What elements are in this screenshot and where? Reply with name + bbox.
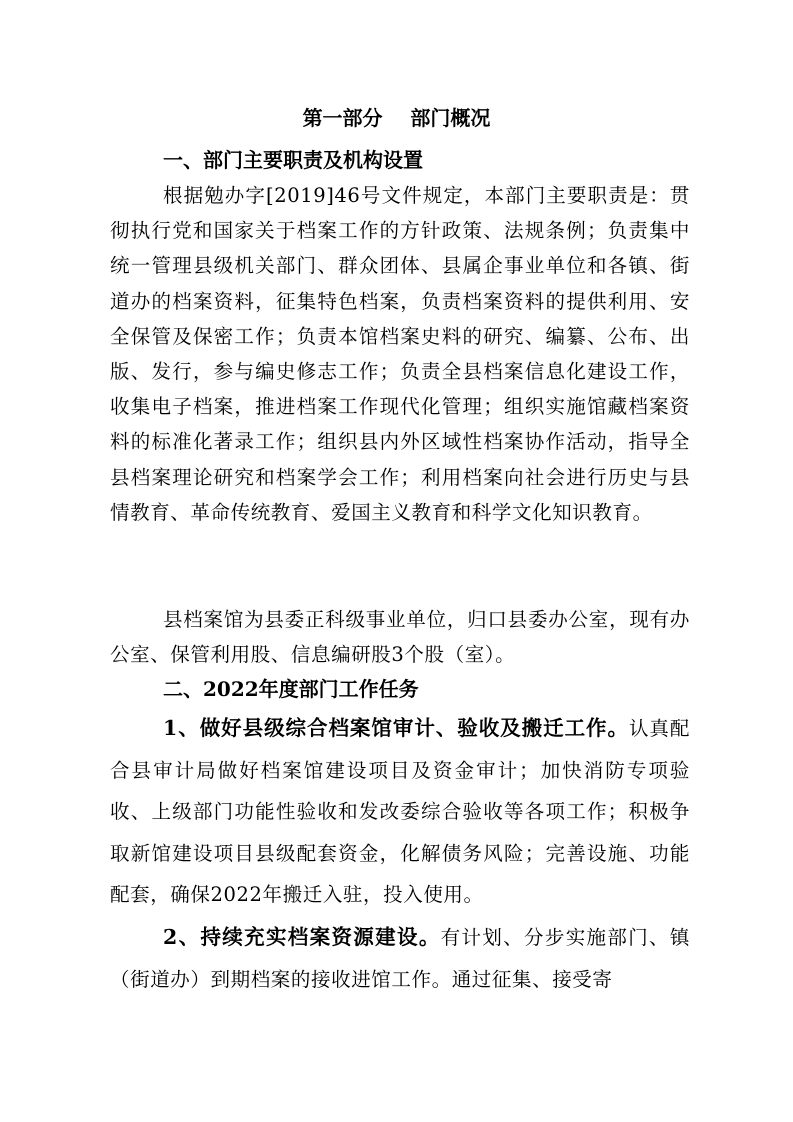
task-item-1-text: 认真配合县审计局做好档案馆建设项目及资金审计；加快消防专项验收、上级部门功能性验收和发改委综合验收等各项工作；积极争取新馆建设项目县级配套资金，化解债务风险；完善设施、功能配套，确保2022年搬迁入驻，投入使用。 <box>110 717 690 906</box>
duties-paragraph: 根据勉办字[2019]46号文件规定，本部门主要职责是：贯彻执行党和国家关于档案工作的方针政策、法规条例；负责集中统一管理县级机关部门、群众团体、县属企事业单位和各镇、街道办的档案资料，征集特色档案，负责档案资料的提供利用、安全保管及保密工作；负责本馆档案史料的研究、编纂、公布、出版、发行，参与编史修志工作；负责全县档案信息化建设工作，收集电子档案，推进档案工作现代化管理；组织实施馆藏档案资料的标准化著录工作；组织县内外区域性档案协作活动，指导全县档案理论研究和档案学会工作；利用档案向社会进行历史与县情教育、革命传统教育、爱国主义教育和科学文化知识教育。 <box>110 184 690 524</box>
section-heading-duties: 一、部门主要职责及机构设置 <box>163 148 423 172</box>
task-item-2 <box>110 917 690 1000</box>
task-item-1-lead: 1、做好县级综合档案馆审计、验收及搬迁工作。 <box>163 716 629 740</box>
task-item-2-lead: 2、持续充实档案资源建设。 <box>163 925 441 949</box>
task-item-1 <box>110 708 690 916</box>
organization-paragraph: 县档案馆为县委正科级事业单位，归口县委办公室，现有办公室、保管利用股、信息编研股3个股（室）。 <box>110 608 690 667</box>
page-title: 第一部分 部门概况 <box>302 106 491 130</box>
task-item-2-text: 有计划、分步实施部门、镇（街道办）到期档案的接收进馆工作。通过征集、接受寄 <box>110 926 690 991</box>
section-heading-tasks: 二、2022年度部门工作任务 <box>163 677 419 701</box>
